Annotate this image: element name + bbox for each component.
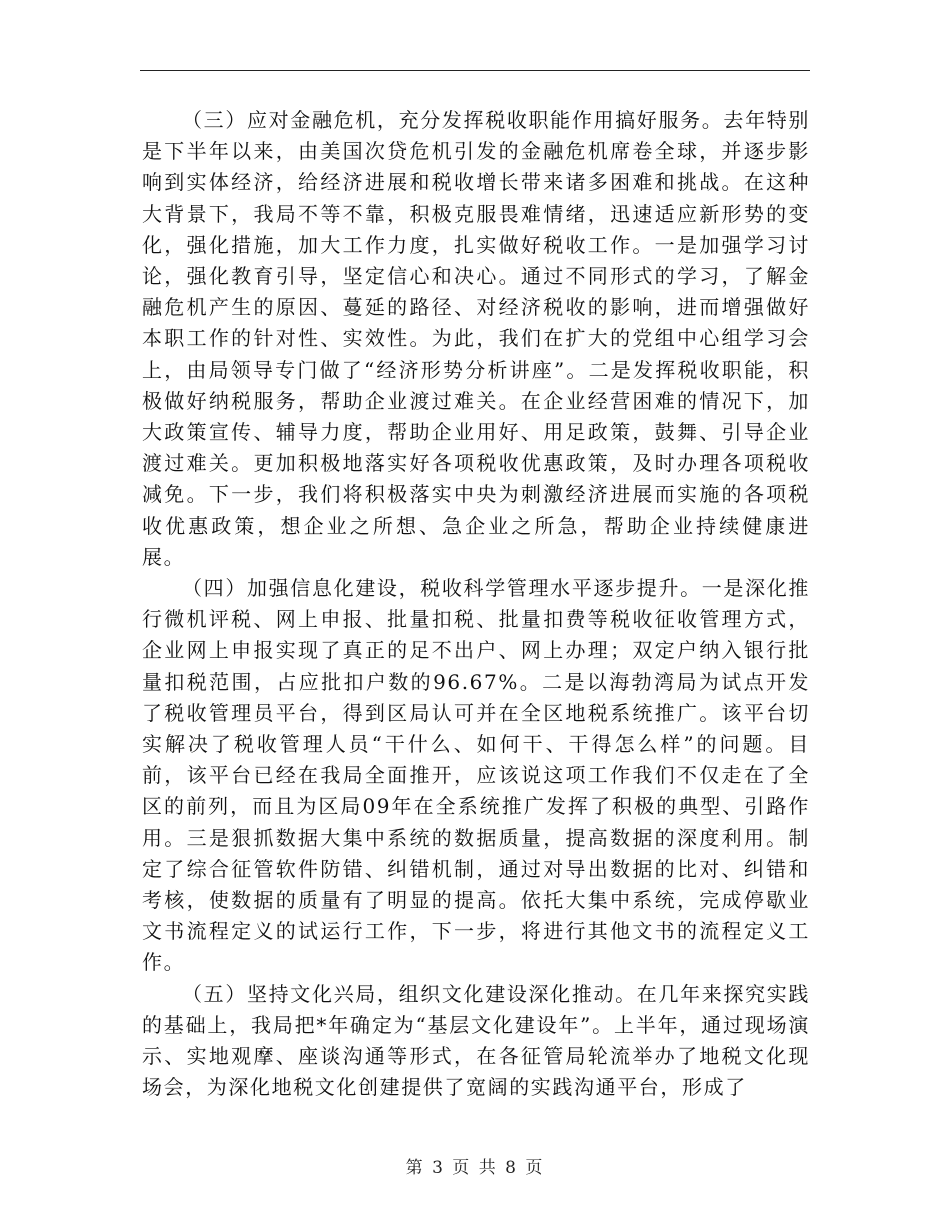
paragraph-4: （四）加强信息化建设，税收科学管理水平逐步提升。一是深化推行微机评税、网上申报、批量扣税、批量扣费等税收征收管理方式，企业网上申报实现了真正的足不出户、网上办理；双定户纳入银行批量扣税范围，占应批扣户数的96.67%。二是以海勃湾局为试点开发了税收管理员平台，得到区局认可并在全区地税系统推广。该平台切实解决了税收管理人员“干什么、如何干、干得怎么样”的问题。目前，该平台已经在我局全面推开，应该说这项工作我们不仅走在了全区的前列，而且为区局09年在全系统推广发挥了积极的典型、引路作用。三是狠抓数据大集中系统的数据质量，提高数据的深度利用。制定了综合征管软件防错、纠错机制，通过对导出数据的比对、纠错和考核，使数据的质量有了明显的提高。依托大集中系统，完成停歇业文书流程定义的试运行工作，下一步，将进行其他文书的流程定义工作。: [142, 576, 810, 975]
document-body: [142, 105, 810, 1104]
header-rule: [140, 70, 810, 71]
paragraph-5: （五）坚持文化兴局，组织文化建设深化推动。在几年来探究实践的基础上，我局把*年确定为“基层文化建设年”。上半年，通过现场演示、实地观摩、座谈沟通等形式，在各征管局轮流举办了地税文化现场会，为深化地税文化创建提供了宽阔的实践沟通平台，形成了: [142, 981, 810, 1100]
paragraph-3: （三）应对金融危机，充分发挥税收职能作用搞好服务。去年特别是下半年以来，由美国次贷危机引发的金融危机席卷全球，并逐步影响到实体经济，给经济进展和税收增长带来诸多困难和挑战。在这种大背景下，我局不等不靠，积极克服畏难情绪，迅速适应新形势的变化，强化措施，加大工作力度，扎实做好税收工作。一是加强学习讨论，强化教育引导，坚定信心和决心。通过不同形式的学习，了解金融危机产生的原因、蔓延的路径、对经济税收的影响，进而增强做好本职工作的针对性、实效性。为此，我们在扩大的党组中心组学习会上，由局领导专门做了“经济形势分析讲座”。二是发挥税收职能，积极做好纳税服务，帮助企业渡过难关。在企业经营困难的情况下，加大政策宣传、辅导力度，帮助企业用好、用足政策，鼓舞、引导企业渡过难关。更加积极地落实好各项税收优惠政策，及时办理各项税收减免。下一步，我们将积极落实中央为刺激经济进展而实施的各项税收优惠政策，想企业之所想、急企业之所急，帮助企业持续健康进展。: [142, 108, 810, 569]
page-footer: 第 3 页 共 8 页: [405, 1158, 545, 1178]
